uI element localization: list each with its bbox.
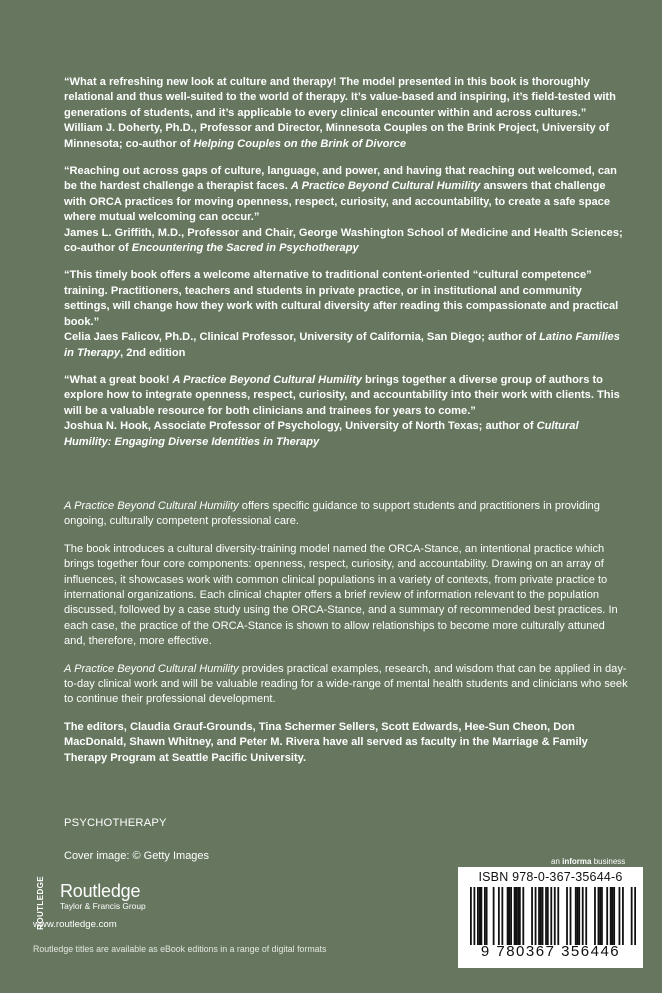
barcode-bar	[517, 887, 519, 945]
quote-text	[64, 164, 626, 226]
text-segment: A Practice Beyond Cultural Humility	[172, 373, 362, 386]
text-segment: William J. Doherty, Ph.D., Professor and Director, Minnesota Couples on the Brink Project, University of Minnesota; co-author of	[64, 122, 610, 150]
text-segment: answers that challenge with ORCA practices for moving openness, respect, curiosity, and accountability, to create a safe space where mutual welcoming can occur.”	[64, 180, 611, 224]
barcode-bar	[578, 887, 580, 945]
barcode-bar	[538, 887, 540, 945]
barcode-bar	[612, 887, 614, 945]
barcode-bar	[486, 887, 488, 945]
description-paragraph	[64, 662, 629, 708]
text-segment: Encountering the Sacred in Psychotherapy	[131, 242, 359, 255]
subject-category: PSYCHOTHERAPY	[64, 817, 167, 829]
barcode-bar	[619, 887, 621, 945]
barcode-bar	[594, 887, 596, 945]
text-segment: “Reaching out across gaps of culture, language, and power, and having that reaching out welcomed, can be the hardest challenge a therapist faces.	[64, 165, 617, 193]
informa-brand: informa	[562, 857, 592, 866]
barcode-bar	[507, 887, 509, 945]
barcode-bar	[606, 887, 608, 945]
barcode-bar	[519, 887, 521, 945]
barcode-bar	[599, 887, 601, 945]
book-description	[64, 499, 629, 778]
text-segment: Joshua N. Hook, Associate Professor of Psychology, University of North Texas; author of	[64, 420, 537, 433]
description-paragraph	[64, 720, 629, 766]
publisher-name: Routledge	[60, 880, 141, 901]
barcode-bar	[501, 887, 503, 945]
text-segment: The editors, Claudia Grauf-Grounds, Tina Schermer Sellers, Scott Edwards, Hee-Sun Cheon, Don MacDonald, Shawn Whitney, and Peter M. Rivera have all served as faculty in the Marriage & Family Therapy Program at Seattle Pacific University.	[64, 720, 588, 764]
text-segment: A Practice Beyond Cultural Humility	[290, 180, 481, 193]
barcode-bar	[493, 887, 495, 945]
text-segment: Latino Families in Therapy	[64, 331, 620, 359]
barcode-bar	[515, 887, 517, 945]
text-segment: brings together a diverse group of authors to explore how to integrate openness, respect, curiosity, and accountability into their work with clients. This will be a valuable resource for both clinicians and trainees for years to come.”	[64, 373, 620, 417]
endorsement-quote	[64, 268, 626, 360]
barcode-bar	[535, 887, 537, 945]
barcode-bar	[545, 887, 547, 945]
quote-text	[64, 373, 626, 419]
quote-text	[64, 75, 626, 121]
barcode-bar	[479, 887, 481, 945]
quote-attribution	[64, 419, 626, 450]
endorsement-quote	[64, 164, 626, 256]
text-segment: A Practice Beyond Cultural Humility	[64, 662, 239, 675]
informa-prefix: an	[551, 857, 563, 866]
barcode-bar	[570, 887, 572, 945]
barcode-bar	[470, 887, 472, 945]
text-segment: Celia Jaes Falicov, Ph.D., Clinical Professor, University of California, San Diego; author of	[64, 331, 540, 344]
informa-suffix: business	[591, 857, 626, 866]
endorsement-quote	[64, 75, 626, 152]
quote-attribution	[64, 330, 626, 361]
quote-attribution	[64, 121, 626, 152]
text-segment: James L. Griffith, M.D., Professor and Chair, George Washington School of Medicine and Health Sciences; co-author of	[64, 226, 623, 255]
barcode-bar	[631, 887, 633, 945]
barcode-bar	[601, 887, 603, 945]
text-segment: provides practical examples, research, and wisdom that can be applied in day-to-day clinical work and will be valuable reading for a wide-range of mental health students and clinicians who seek to continue their professional development.	[64, 662, 628, 706]
informa-business	[551, 857, 625, 866]
barcode-bar	[613, 887, 615, 945]
endorsements	[64, 75, 626, 462]
logo-vertical-text: ROUTLEDGE	[36, 876, 45, 930]
barcode-bar	[480, 887, 482, 945]
barcode-bar	[522, 887, 524, 945]
barcode-bar	[582, 887, 584, 945]
barcode-bar	[540, 887, 542, 945]
barcode-bar	[575, 887, 577, 945]
barcode-bar	[585, 887, 587, 945]
text-segment: “What a refreshing new look at culture and therapy! The model presented in this book is thoroughly relational and thus well-suited to the world of therapy. It’s value-based and inspiring, it’s field-tested with generations of students, and it’s applicable to every clinical encounter within and across cultures.”	[64, 76, 616, 119]
barcode-bar	[610, 887, 612, 945]
text-segment: “This timely book offers a welcome alternative to traditional content-oriented “cultural competence” training. Practitioners, teachers and students in private practice, or in institutional and community settings, will change how they work with cultural diversity after reading this compassionate and practical book.”	[64, 269, 619, 328]
routledge-logo-icon	[33, 874, 55, 930]
barcode-bar	[554, 887, 556, 945]
text-segment: , 2nd edition	[120, 346, 186, 359]
quote-attribution	[64, 226, 626, 257]
description-paragraph	[64, 499, 629, 530]
barcode-bar	[598, 887, 600, 945]
barcode-bar	[484, 887, 486, 945]
endorsement-quote	[64, 373, 626, 450]
ebook-note: Routledge titles are available as eBook editions in a range of digital formats	[33, 944, 327, 954]
barcode-bar	[514, 887, 516, 945]
barcode-number: 9 780367 356446	[480, 943, 621, 960]
barcode-panel	[458, 867, 643, 968]
barcode-bar	[557, 887, 559, 945]
isbn-label: ISBN 978-0-367-35644-6	[478, 870, 623, 884]
barcode-bar	[542, 887, 544, 945]
text-segment: The book introduces a cultural diversity-training model named the ORCA-Stance, an intentional practice which brings together four core components: openness, respect, curiosity, and accountability. Drawing on an array of influences, it showcases work with common clinical populations in a variety of contexts, from private practice to international organizations. Each clinical chapter offers a brief review of information relevant to the population discussed, followed by a case study using the ORCA-Stance, and a summary of recommended best practices. In each case, the practice of the ORCA-Stance is shown to allow relationships to become more culturally attuned and, therefore, more effective.	[64, 542, 618, 648]
barcode-icon	[470, 887, 636, 945]
barcode-bar	[531, 887, 533, 945]
quote-text	[64, 268, 626, 330]
barcode-bar	[634, 887, 636, 945]
barcode-bar	[473, 887, 475, 945]
barcode-bar	[510, 887, 512, 945]
barcode-bar	[477, 887, 479, 945]
text-segment: “What a great book!	[64, 373, 173, 386]
barcode-bar	[566, 887, 568, 945]
barcode-bar	[508, 887, 510, 945]
barcode-bar	[577, 887, 579, 945]
barcode-bar	[547, 887, 549, 945]
text-segment: Helping Couples on the Brink of Divorce	[193, 137, 407, 150]
cover-image-credit: Cover image: © Getty Images	[64, 850, 210, 862]
text-segment: A Practice Beyond Cultural Humility	[64, 500, 239, 512]
publisher-url[interactable]: www.routledge.com	[33, 919, 117, 930]
text-segment: offers specific guidance to support students and practitioners in providing ongoing, culturally competent professional care.	[64, 500, 600, 528]
description-paragraph	[64, 542, 629, 650]
barcode-bar	[498, 887, 500, 945]
publisher-group: Taylor & Francis Group	[60, 900, 146, 911]
text-segment: Cultural Humility: Engaging Diverse Identities in Therapy	[64, 420, 579, 448]
barcode-bar	[550, 887, 552, 945]
barcode-bar	[622, 887, 624, 945]
